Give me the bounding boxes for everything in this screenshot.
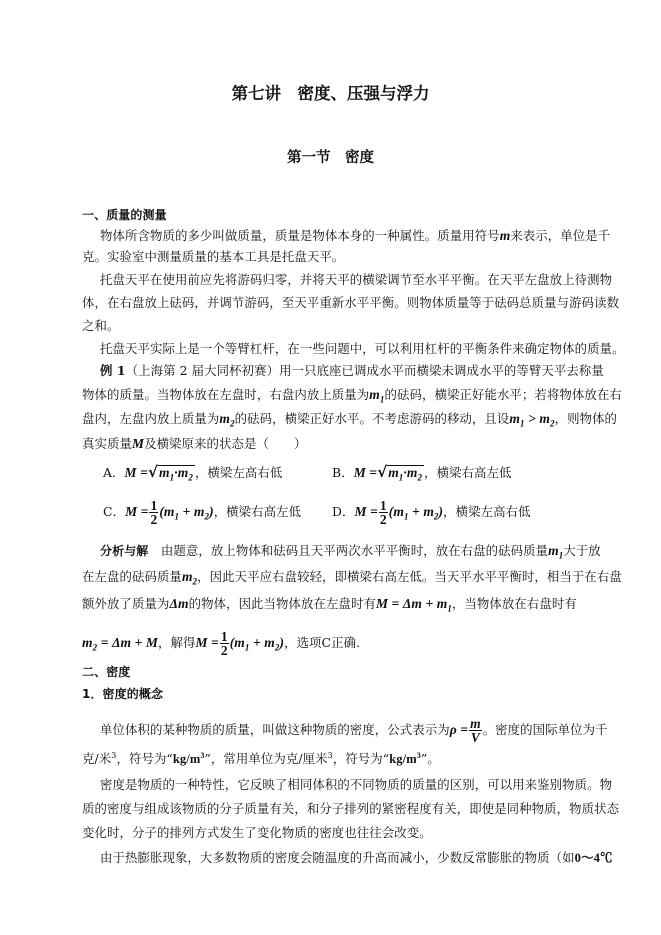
symbol-m2: $m_2$ [219, 411, 235, 429]
paragraph-line: 体，在右盘放上砝码，并调节游码，至天平重新水平平衡。则物体质量等于砝码总质量与游码读数 [82, 295, 620, 310]
subheading-density-concept: 1．密度的概念 [82, 687, 164, 701]
unit-kg-per-m3: $kg/m^3$ [389, 751, 421, 767]
option-d: D．M = $\frac{1}{2}$ $(m_1 + m_2)$，横梁左高右低 [332, 498, 531, 527]
paragraph-line: 托盘天平在使用前应先将游码归零，并将天平的横梁调节至水平平衡。在天平左盘放上待测物 [100, 272, 613, 287]
heading-density: 二、密度 [82, 665, 131, 679]
lecture-title: 第七讲 密度、压强与浮力 [231, 84, 430, 103]
fraction-m-over-v: $\frac{m}{V}$ [470, 716, 481, 745]
fraction-one-half: $\frac{1}{2}$ [379, 498, 387, 527]
option-b: B．$M =√m_1\cdot m_2$ ，横梁右高左低 [332, 463, 512, 483]
analysis-line: $m_2 = \Delta m + M$，解得M = $\frac{1}{2}$ $(m_1 + m_2)$，选项C正确. [82, 629, 361, 658]
example-line: 例 1（上海第 2 届大同杯初赛）用一只底座已调成水平而横梁未调成水平的等臂天平去称量 [100, 363, 604, 378]
paragraph-line: 由于热膨胀现象，大多数物质的密度会随温度的升高而减小，少数反常膨胀的物质（如0～4℃ [100, 850, 613, 865]
formula-density: ρ = [449, 722, 469, 737]
analysis-label: 分析与解 [100, 544, 149, 558]
density-line: 克/米$^3$，符号为“$kg/m^3$”，常用单位为克/厘米$^3$，符号为“$kg/m^3$”。 [82, 751, 440, 767]
paragraph-line: 克。实验室中测量质量的基本工具是托盘天平。 [82, 249, 345, 264]
temperature-range: 0～4℃ [574, 851, 613, 865]
paragraph-line: 物体所含物质的多少叫做质量，质量是物体本身的一种属性。质量用符号m来表示，单位是千 [100, 228, 611, 243]
paragraph-line: 密度是物质的一种特性，它反映了相同体积的不同物质的质量的区别，可以用来鉴别物质。物 [100, 777, 613, 792]
example-line: 物体的质量。当物体放在左盘时，右盘内放上质量为$m_1$的砝码，横梁正好能水平；若将物体放在右 [82, 387, 622, 405]
paragraph-line: 变化时，分子的排列方式发生了变化物质的密度也往往会改变。 [82, 825, 432, 840]
option-c: C．M = $\frac{1}{2}$ $(m_1 + m_2)$，横梁右高左低 [103, 498, 302, 527]
density-line: 单位体积的某种物质的质量，叫做这种物质的密度，公式表示为ρ = $\frac{m}{V}$ 。密度的国际单位为千 [100, 716, 608, 745]
inequality-m1-gt-m2: $m_1 > m_2$ [509, 411, 555, 429]
analysis-line: 在左盘的砝码质量$m_2$，因此天平应右盘较轻，即横梁右高左低。当天平水平平衡时，相当于在右盘 [82, 569, 622, 587]
example-label: 例 1 [100, 363, 126, 378]
example-line: 真实质量M及横梁原来的状态是（ ） [82, 436, 307, 451]
paragraph-line: 质的密度与组成该物质的分子质量有关，和分子排列的紧密程度有关，即使是同种物质，物质状态 [82, 801, 620, 816]
fraction-one-half: $\frac{1}{2}$ [220, 629, 228, 658]
symbol-M: M [131, 436, 145, 451]
heading-mass-measurement: 一、质量的测量 [82, 208, 167, 222]
analysis-line: 分析与解 由题意，放上物体和砝码且天平两次水平平衡时，放在右盘的砝码质量$m_1$大于放 [100, 543, 601, 561]
unit-kg-per-m3: $kg/m^3$ [172, 751, 205, 767]
formula-half-sum: M = [354, 504, 378, 519]
symbol-m1: $m_1$ [369, 387, 385, 405]
equation-m-delta: $M = \Delta m + m_1$ [375, 596, 452, 614]
formula-sqrt: $M =√m_1\cdot m_2$ [124, 463, 193, 483]
section-title: 第一节 密度 [287, 150, 374, 166]
paragraph-line: 之和。 [82, 318, 120, 333]
symbol-m: m [499, 228, 511, 243]
equation-m2: $m_2 = \Delta m + M$ [82, 635, 158, 653]
fraction-one-half: $\frac{1}{2}$ [150, 498, 158, 527]
example-line: 盘内，左盘内放上质量为$m_2$的砝码，横梁正好水平。不考虑游码的移动，且设$m_1 > m_2$，则物体的 [82, 411, 618, 429]
paragraph-line: 托盘天平实际上是一个等臂杠杆，在一些问题中，可以利用杠杆的平衡条件来确定物体的质量。 [100, 341, 625, 356]
analysis-line: 额外放了质量为Δm的物体，因此当物体放在左盘时有$M = \Delta m + m_1$，当物体放在右盘时有 [82, 596, 577, 614]
formula-half-sum: M = [125, 504, 149, 519]
formula-sqrt: $M =√m_1\cdot m_2$ [353, 463, 423, 483]
option-a: A．$M =√m_1\cdot m_2$ ，横梁左高右低 [103, 463, 283, 483]
